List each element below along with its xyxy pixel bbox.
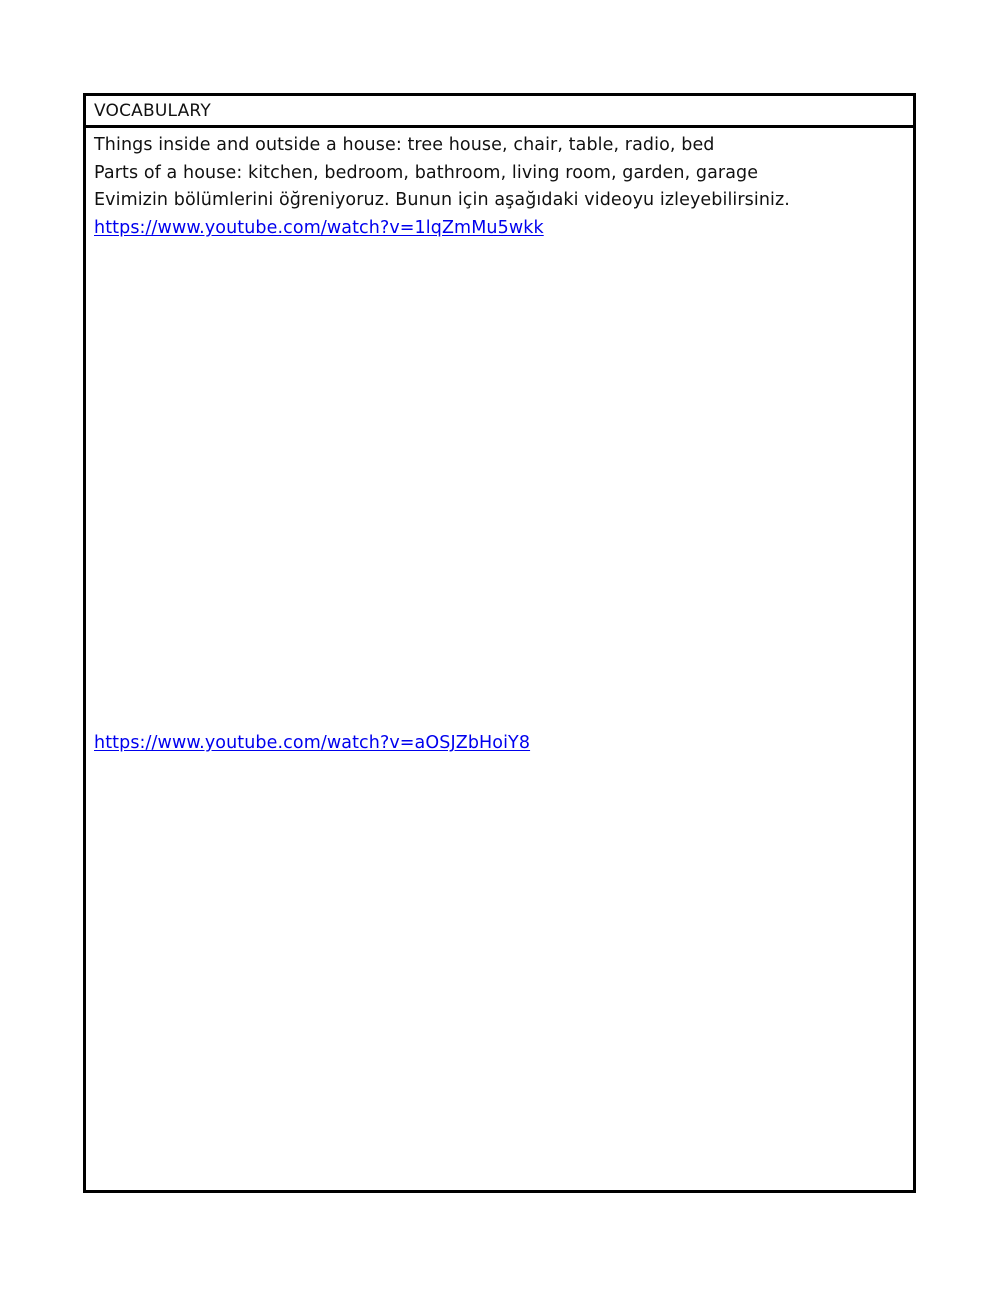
things-inside-outside-line: Things inside and outside a house: tree house, chair, table, radio, bed (94, 135, 715, 155)
parts-of-house-line: Parts of a house: kitchen, bedroom, bathroom, living room, garden, garage (94, 162, 759, 183)
instruction-line: Evimizin bölümlerini öğreniyoruz. Bunun için aşağıdaki videoyu izleyebilirsiniz. (94, 190, 790, 210)
vocabulary-title: VOCABULARY (94, 100, 211, 121)
video-link-2[interactable]: https://www.youtube.com/watch?v=aOSJZbHoiY8 (94, 733, 531, 753)
vocabulary-table (83, 93, 916, 1193)
video-link-row-1 (94, 215, 905, 243)
vocabulary-content (86, 128, 913, 753)
video-link-row-2 (94, 730, 530, 758)
video-link-1[interactable]: https://www.youtube.com/watch?v=1lqZmMu5wkk (94, 217, 544, 238)
vocabulary-header (86, 96, 913, 128)
